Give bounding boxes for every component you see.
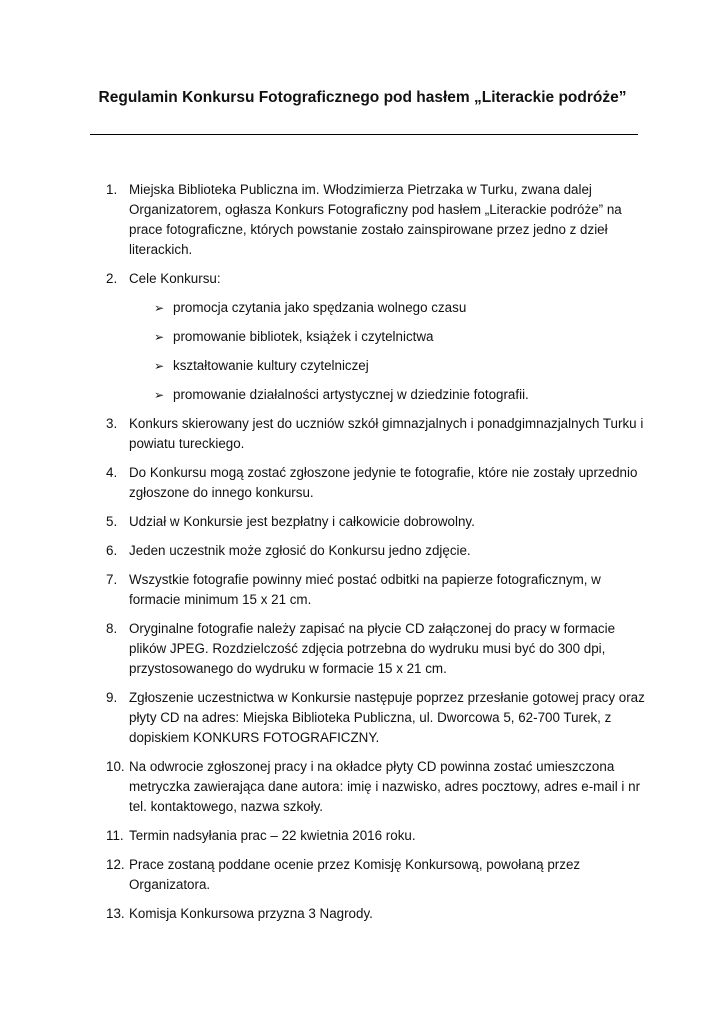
rules-list [106,180,651,933]
arrow-bullet-icon: ➢ [154,330,165,344]
list-item [106,619,651,679]
item-number: 3. [106,416,118,431]
item-number: 1. [106,182,118,197]
item-text: Udział w Konkursie jest bezpłatny i całkowicie dobrowolny. [129,514,475,529]
item-number: 5. [106,514,118,529]
item-number: 9. [106,690,118,705]
item-number: 10. [106,759,125,774]
list-item [106,757,651,817]
item-text: Komisja Konkursowa przyzna 3 Nagrody. [129,906,373,921]
item-number: 8. [106,621,118,636]
item-text: Cele Konkursu: [129,271,221,286]
list-item [106,904,651,924]
list-item [106,688,651,748]
item-text: Oryginalne fotografie należy zapisać na płycie CD załączonej do pracy w formacie plików JPEG. Rozdzielczość zdjęcia potrzebna do wydruku musi być do 300 dpi, przystosowanego do wydruku w formacie 15 x 21 cm. [129,621,616,676]
goal-item: ➢ promowanie działalności artystycznej w dziedzinie fotografii. [154,385,651,405]
item-text: Jeden uczestnik może zgłosić do Konkursu jedno zdjęcie. [129,543,471,558]
item-number: 7. [106,572,118,587]
item-number: 6. [106,543,118,558]
item-text: Do Konkursu mogą zostać zgłoszone jedynie te fotografie, które nie zostały uprzednio zgłoszone do innego konkursu. [129,465,638,500]
item-number: 4. [106,465,118,480]
item-number: 2. [106,271,118,286]
goals-list [129,298,651,405]
item-number: 12. [106,857,125,872]
arrow-bullet-icon: ➢ [154,301,165,315]
list-item [106,269,651,405]
item-text: Prace zostaną poddane ocenie przez Komisję Konkursową, powołaną przez Organizatora. [129,857,581,892]
goal-item: ➢ promowanie bibliotek, książek i czytelnictwa [154,327,651,347]
goal-item: ➢ kształtowanie kultury czytelniczej [154,356,651,376]
arrow-bullet-icon: ➢ [154,388,165,402]
title-divider [90,134,638,135]
page-title: Regulamin Konkursu Fotograficznego pod hasłem „Literackie podróże” [98,89,627,106]
list-item [106,570,651,610]
item-text: Termin nadsyłania prac – 22 kwietnia 2016 roku. [129,828,416,843]
item-number: 13. [106,906,125,921]
list-item [106,414,651,454]
item-number: 11. [106,828,124,843]
item-text: Wszystkie fotografie powinny mieć postać odbitki na papierze fotograficznym, w formacie minimum 15 x 21 cm. [129,572,601,607]
list-item [106,463,651,503]
list-item [106,512,651,532]
list-item [106,541,651,561]
list-item [106,180,651,260]
list-item [106,826,651,846]
item-text: Konkurs skierowany jest do uczniów szkół gimnazjalnych i ponadgimnazjalnych Turku i powiatu tureckiego. [129,416,644,451]
arrow-bullet-icon: ➢ [154,359,165,373]
item-text: Miejska Biblioteka Publiczna im. Włodzimierza Pietrzaka w Turku, zwana dalej Organizatorem, ogłasza Konkurs Fotograficzny pod hasłem „Literackie podróże” na prace fotograficzne, których powstanie zostało zainspirowane przez jedno z dzieł literackich. [129,182,622,257]
goal-item: ➢ promocja czytania jako spędzania wolnego czasu [154,298,651,318]
item-text: Zgłoszenie uczestnictwa w Konkursie następuje poprzez przesłanie gotowej pracy oraz płyty CD na adres: Miejska Biblioteka Publiczna, ul. Dworcowa 5, 62-700 Turek, z dopiskiem KONKURS FOTOGRAFICZNY. [129,690,645,745]
item-text: Na odwrocie zgłoszonej pracy i na okładce płyty CD powinna zostać umieszczona metryczka zawierająca dane autora: imię i nazwisko, adres pocztowy, adres e-mail i nr tel. kontaktowego, nazwa szkoły. [129,759,641,814]
list-item [106,855,651,895]
